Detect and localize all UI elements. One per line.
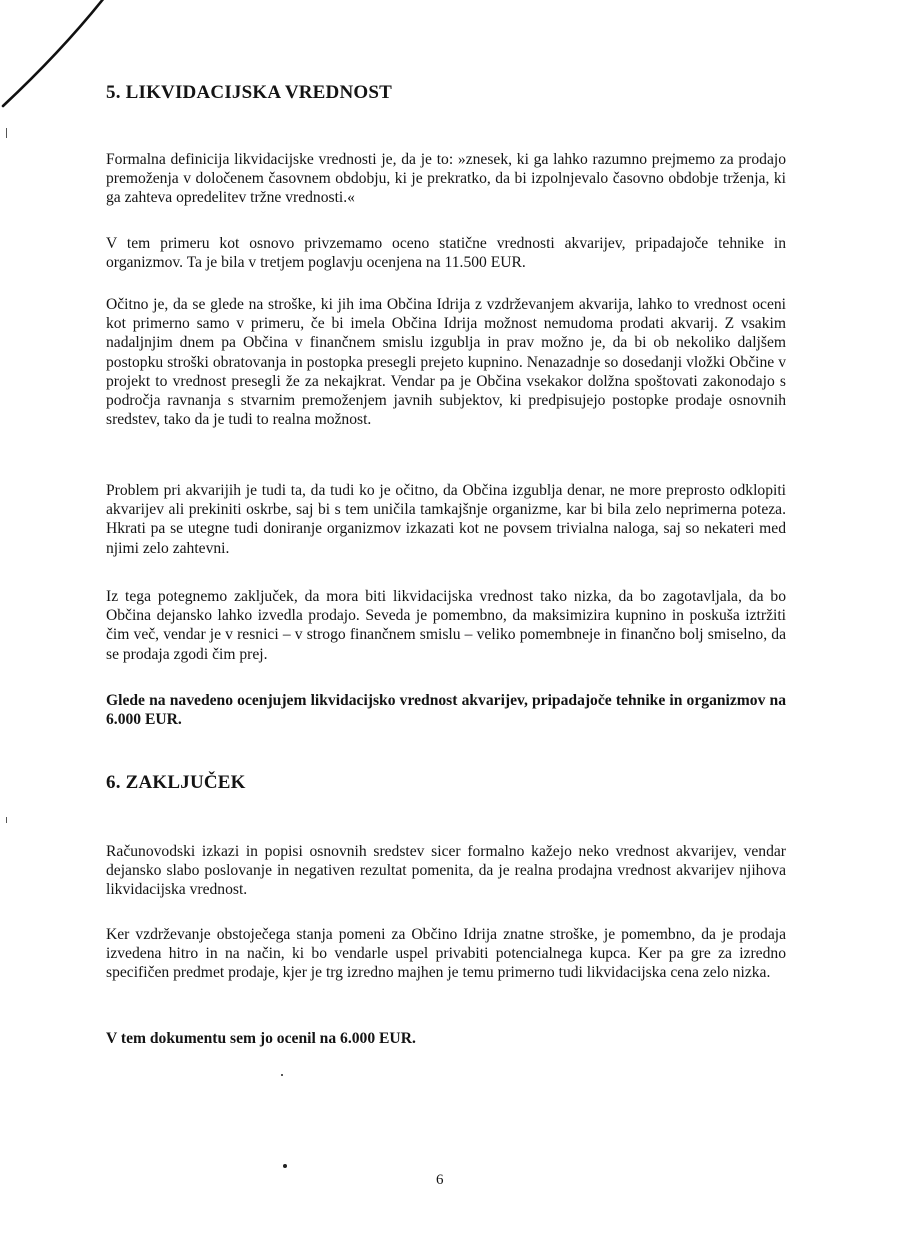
scan-speck [283, 1164, 287, 1168]
scan-speck [281, 1074, 283, 1076]
pen-stroke-mark [0, 0, 120, 120]
final-valuation: V tem dokumentu sem jo ocenil na 6.000 EUR. [106, 1030, 416, 1047]
paragraph: Formalna definicija likvidacijske vrednosti je, da je to: »znesek, ki ga lahko razumno prejmemo za prodajo premoženja v določenem časovnem obdobju, ki je prekratko, da bi izpolnjevalo časovno obdobje trženja, ki ga zahteva opredelitev tržne vrednosti.« [106, 151, 786, 207]
page-number: 6 [436, 1172, 444, 1188]
paragraph: Računovodski izkazi in popisi osnovnih sredstev sicer formalno kažejo neko vrednost akvarijev, vendar dejansko slabo poslovanje in negativen rezultat pomenita, da je realna prodajna vrednost akvarijev njihova likvidacijska vrednost. [106, 843, 786, 899]
section-heading-zakljucek: 6. ZAKLJUČEK [106, 772, 246, 793]
valuation-conclusion: Glede na navedeno ocenjujem likvidacijsko vrednost akvarijev, pripadajoče tehnike in organizmov na 6.000 EUR. [106, 692, 786, 729]
paragraph: Ker vzdrževanje obstoječega stanja pomeni za Občino Idrija znatne stroške, je pomembno, da je prodaja izvedena hitro in na način, ki bo vendarle uspel privabiti potencialnega kupca. Ker pa gre za izredno specifičen predmet prodaje, kjer je trg izredno majhen je temu primerno tudi likvidacijska cena zelo nizka. [106, 926, 786, 982]
paragraph: Problem pri akvarijih je tudi ta, da tudi ko je očitno, da Občina izgublja denar, ne more preprosto odklopiti akvarijev ali prekiniti oskrbe, saj bi s tem uničila tamkajšnje organizme, kar bi bila zelo neprimerna poteza. Hkrati pa se utegne tudi doniranje organizmov izkazati kot ne povsem trivialna naloga, saj so nekateri med njimi zelo zahtevni. [106, 482, 786, 557]
paragraph: V tem primeru kot osnovo privzemamo oceno statične vrednosti akvarijev, pripadajoče tehnike in organizmov. Ta je bila v tretjem poglavju ocenjena na 11.500 EUR. [106, 235, 786, 272]
scan-margin-mark [6, 817, 7, 823]
paragraph: Očitno je, da se glede na stroške, ki jih ima Občina Idrija z vzdrževanjem akvarija, lahko to vrednost oceni kot primerno samo v primeru, če bi imela Občina Idrija možnost nemudoma prodati akvarij. Z vsakim nadaljnjim dnem pa Občina v finančnem smislu izgublja in prav možno je, da bi ob nekoliko daljšem postopku stroški obratovanja in postopka presegli prejeto kupnino. Nenazadnje so dosedanji vložki Občine v projekt to vrednost presegli že za nekajkrat. Vendar pa je Občina vsekakor dolžna spoštovati zakonodajo s področja ravnanja s stvarnim premoženjem javnih subjektov, ki predpisujejo postopke prodaje osnovnih sredstev, tako da je tudi to realna možnost. [106, 296, 786, 429]
paragraph: Iz tega potegnemo zaključek, da mora biti likvidacijska vrednost tako nizka, da bo zagotavljala, da bo Občina dejansko lahko izvedla prodajo. Seveda je pomembno, da maksimizira kupnino in poskuša iztržiti čim več, vendar je v resnici – v strogo finančnem smislu – veliko pomembneje in finančno bolj smiselno, da se prodaja zgodi čim prej. [106, 588, 786, 663]
section-heading-likvidacijska-vrednost: 5. LIKVIDACIJSKA VREDNOST [106, 82, 393, 103]
scan-margin-mark [6, 128, 7, 138]
